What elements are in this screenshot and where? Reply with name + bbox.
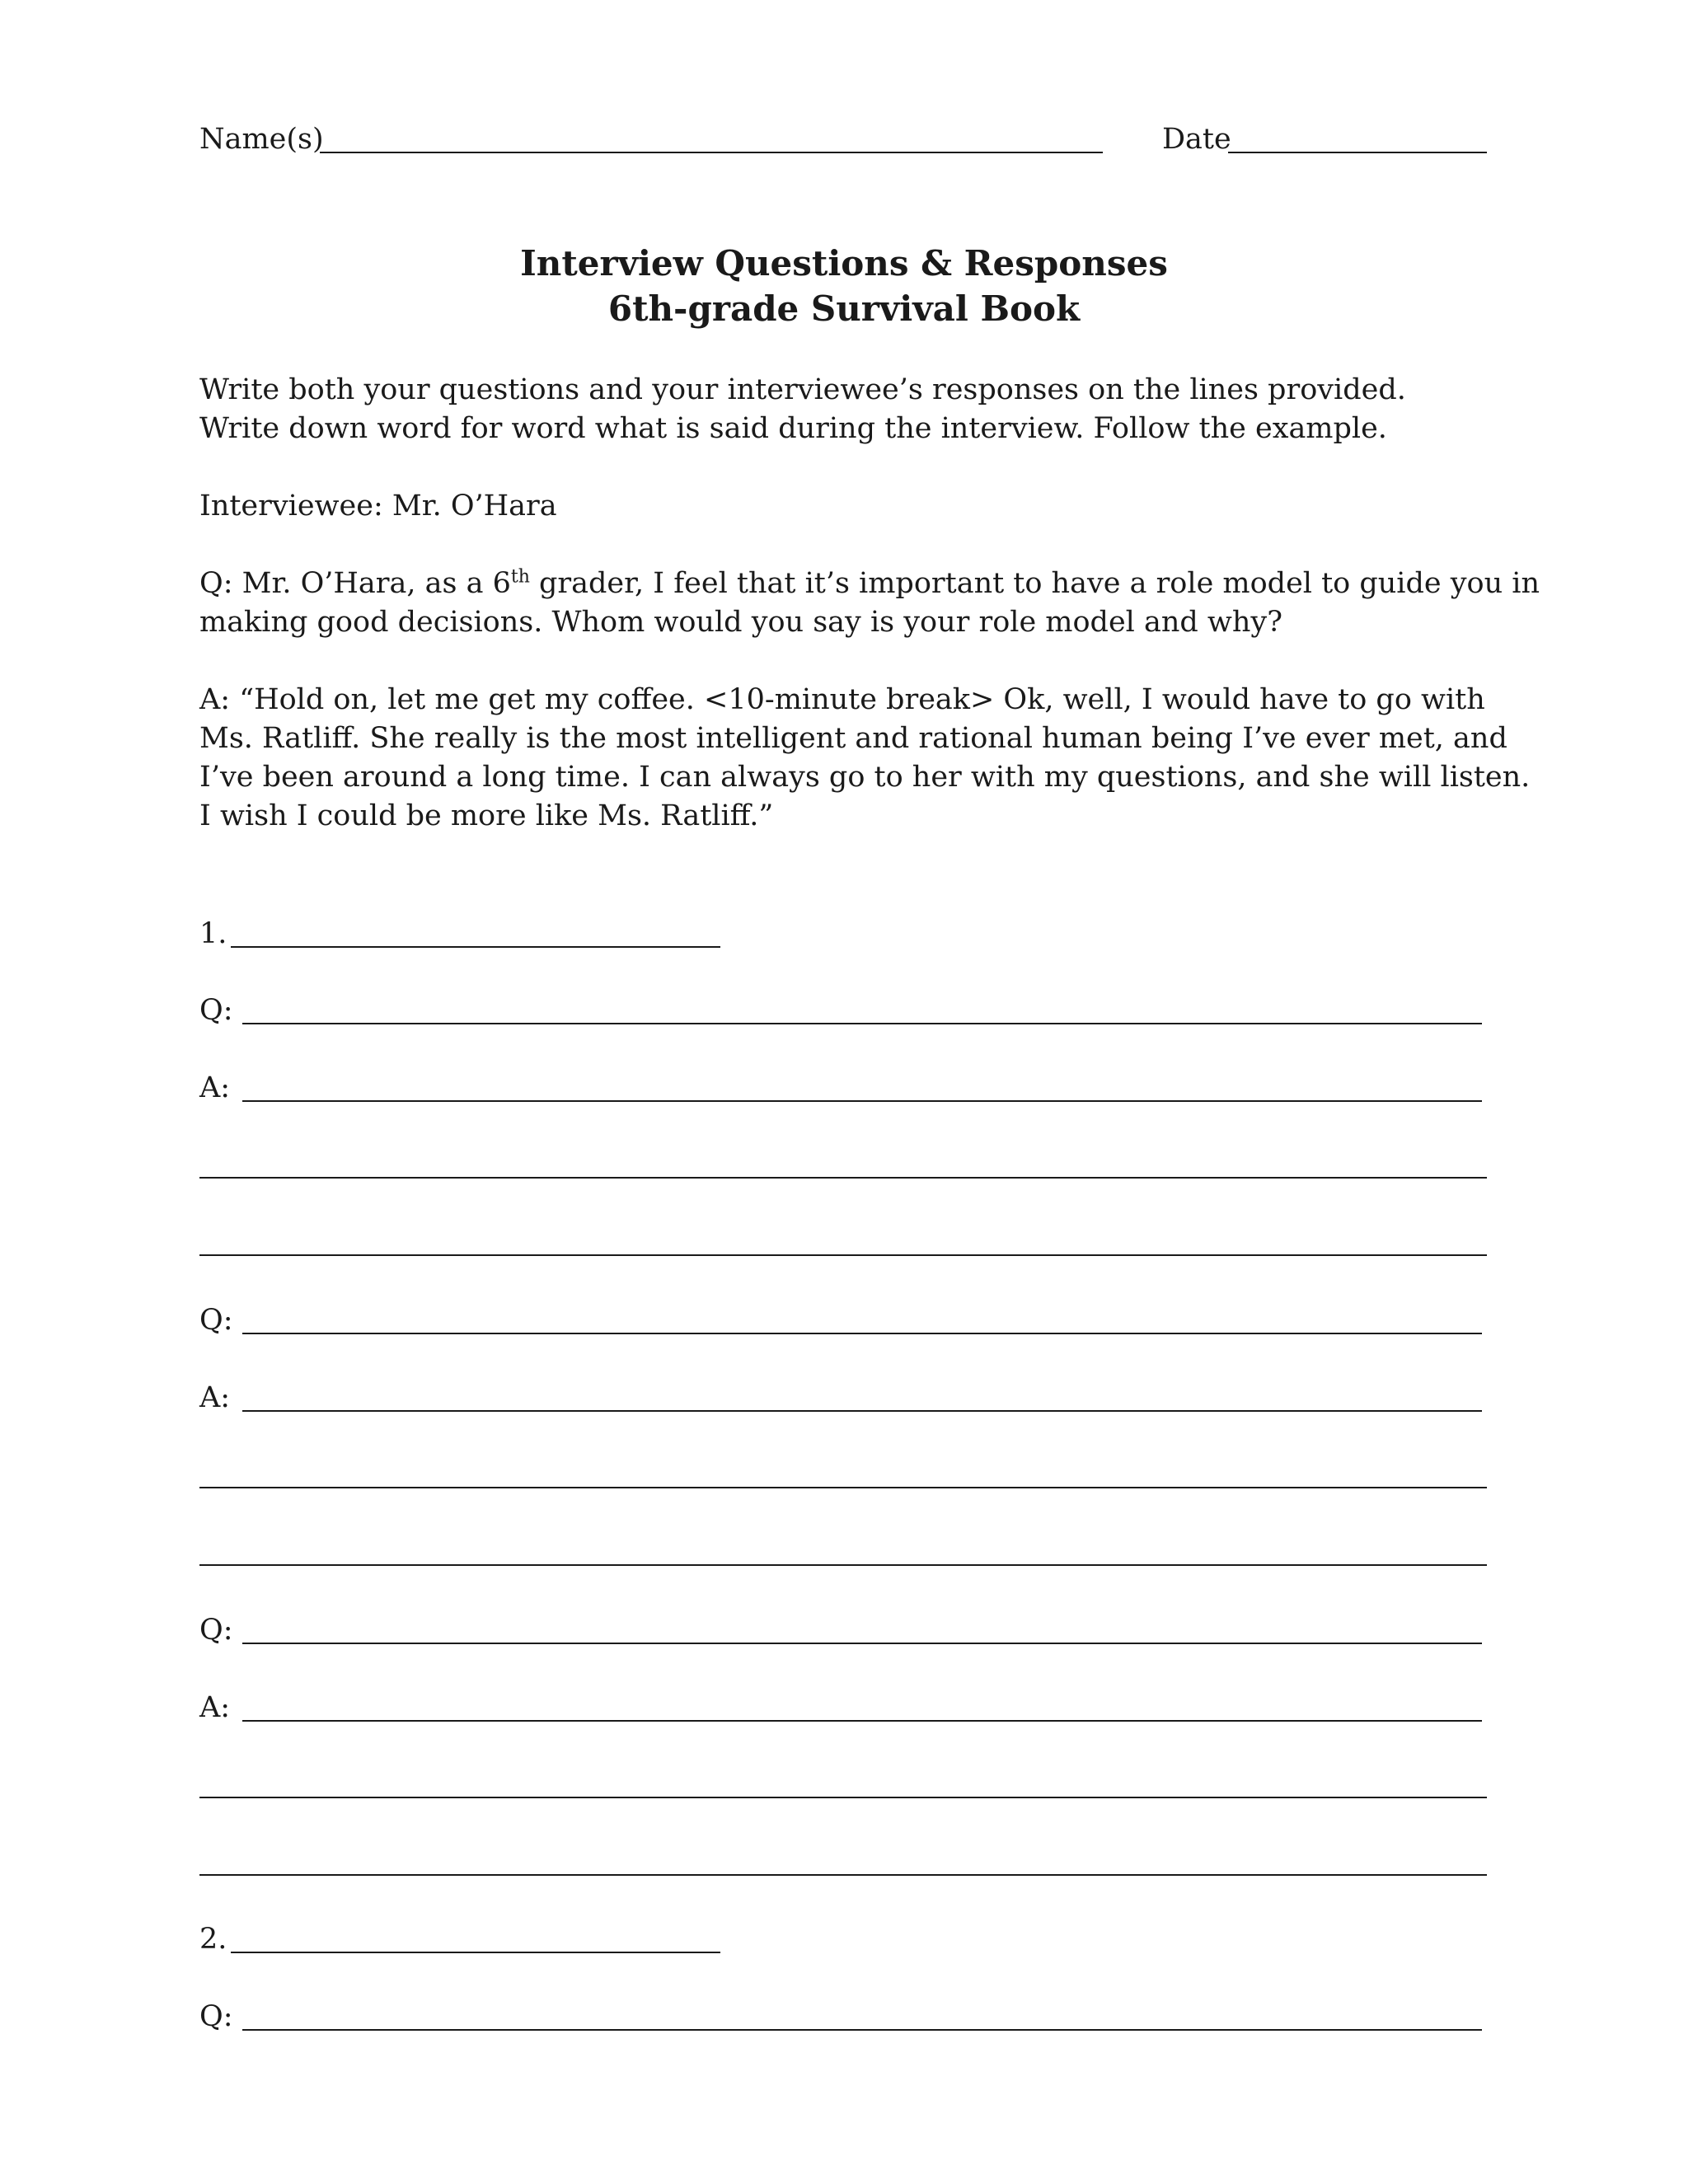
- page-subtitle: 6th-grade Survival Book: [607, 288, 1081, 329]
- example-answer-line-2: Ms. Ratliff. She really is the most intelligent and rational human being I’ve ever met, and: [199, 722, 1507, 755]
- instructions-line-1: Write both your questions and your interviewee’s responses on the lines provided.: [199, 373, 1406, 406]
- answer-continuation-line[interactable]: [199, 1874, 1487, 1876]
- q-label: Q:: [199, 994, 233, 1027]
- q-label: Q:: [199, 1304, 233, 1337]
- instructions: [199, 371, 1406, 448]
- name-field-line[interactable]: [320, 152, 1103, 153]
- q-label: Q:: [199, 1614, 233, 1647]
- example-question-line-2: making good decisions. Whom would you say is your role model and why?: [199, 606, 1282, 639]
- name-label: Name(s): [199, 123, 324, 156]
- example-question-sup: th: [510, 566, 530, 588]
- answer-continuation-line[interactable]: [199, 1797, 1487, 1798]
- date-label: Date: [1162, 123, 1231, 156]
- example-question-post: grader, I feel that it’s important to have a role model to guide you in: [529, 567, 1540, 600]
- example-answer-line-3: I’ve been around a long time. I can always go to her with my questions, and she will listen.: [199, 761, 1531, 794]
- item-2-name-line[interactable]: [231, 1952, 720, 1953]
- item-1-number: 1.: [199, 917, 227, 950]
- date-field-line[interactable]: [1228, 152, 1487, 153]
- question-line[interactable]: [242, 1643, 1482, 1644]
- answer-continuation-line[interactable]: [199, 1254, 1487, 1256]
- a-label: A:: [199, 1071, 231, 1104]
- question-line[interactable]: [242, 1023, 1482, 1024]
- example-question: [199, 565, 1540, 642]
- item-2-number: 2.: [199, 1923, 227, 1956]
- example-answer-line-1: A: “Hold on, let me get my coffee. <10-minute break> Ok, well, I would have to go with: [199, 683, 1485, 716]
- answer-line[interactable]: [242, 1410, 1482, 1412]
- a-label: A:: [199, 1381, 231, 1414]
- a-label: A:: [199, 1691, 231, 1724]
- question-line[interactable]: [242, 2029, 1482, 2031]
- example-question-line-1: [199, 565, 1540, 603]
- example-interviewee: Interviewee: Mr. O’Hara: [199, 490, 557, 523]
- answer-line[interactable]: [242, 1100, 1482, 1102]
- example-answer: [199, 681, 1530, 836]
- answer-continuation-line[interactable]: [199, 1487, 1487, 1488]
- answer-continuation-line[interactable]: [199, 1177, 1487, 1179]
- instructions-line-2: Write down word for word what is said during the interview. Follow the example.: [199, 412, 1387, 445]
- question-line[interactable]: [242, 1333, 1482, 1334]
- answer-continuation-line[interactable]: [199, 1564, 1487, 1566]
- item-1-name-line[interactable]: [231, 946, 720, 948]
- q-label: Q:: [199, 2000, 233, 2033]
- example-answer-line-4: I wish I could be more like Ms. Ratliff.”: [199, 799, 774, 832]
- page-title: Interview Questions & Responses: [520, 243, 1168, 284]
- answer-line[interactable]: [242, 1720, 1482, 1722]
- example-question-pre: Q: Mr. O’Hara, as a 6: [199, 567, 511, 600]
